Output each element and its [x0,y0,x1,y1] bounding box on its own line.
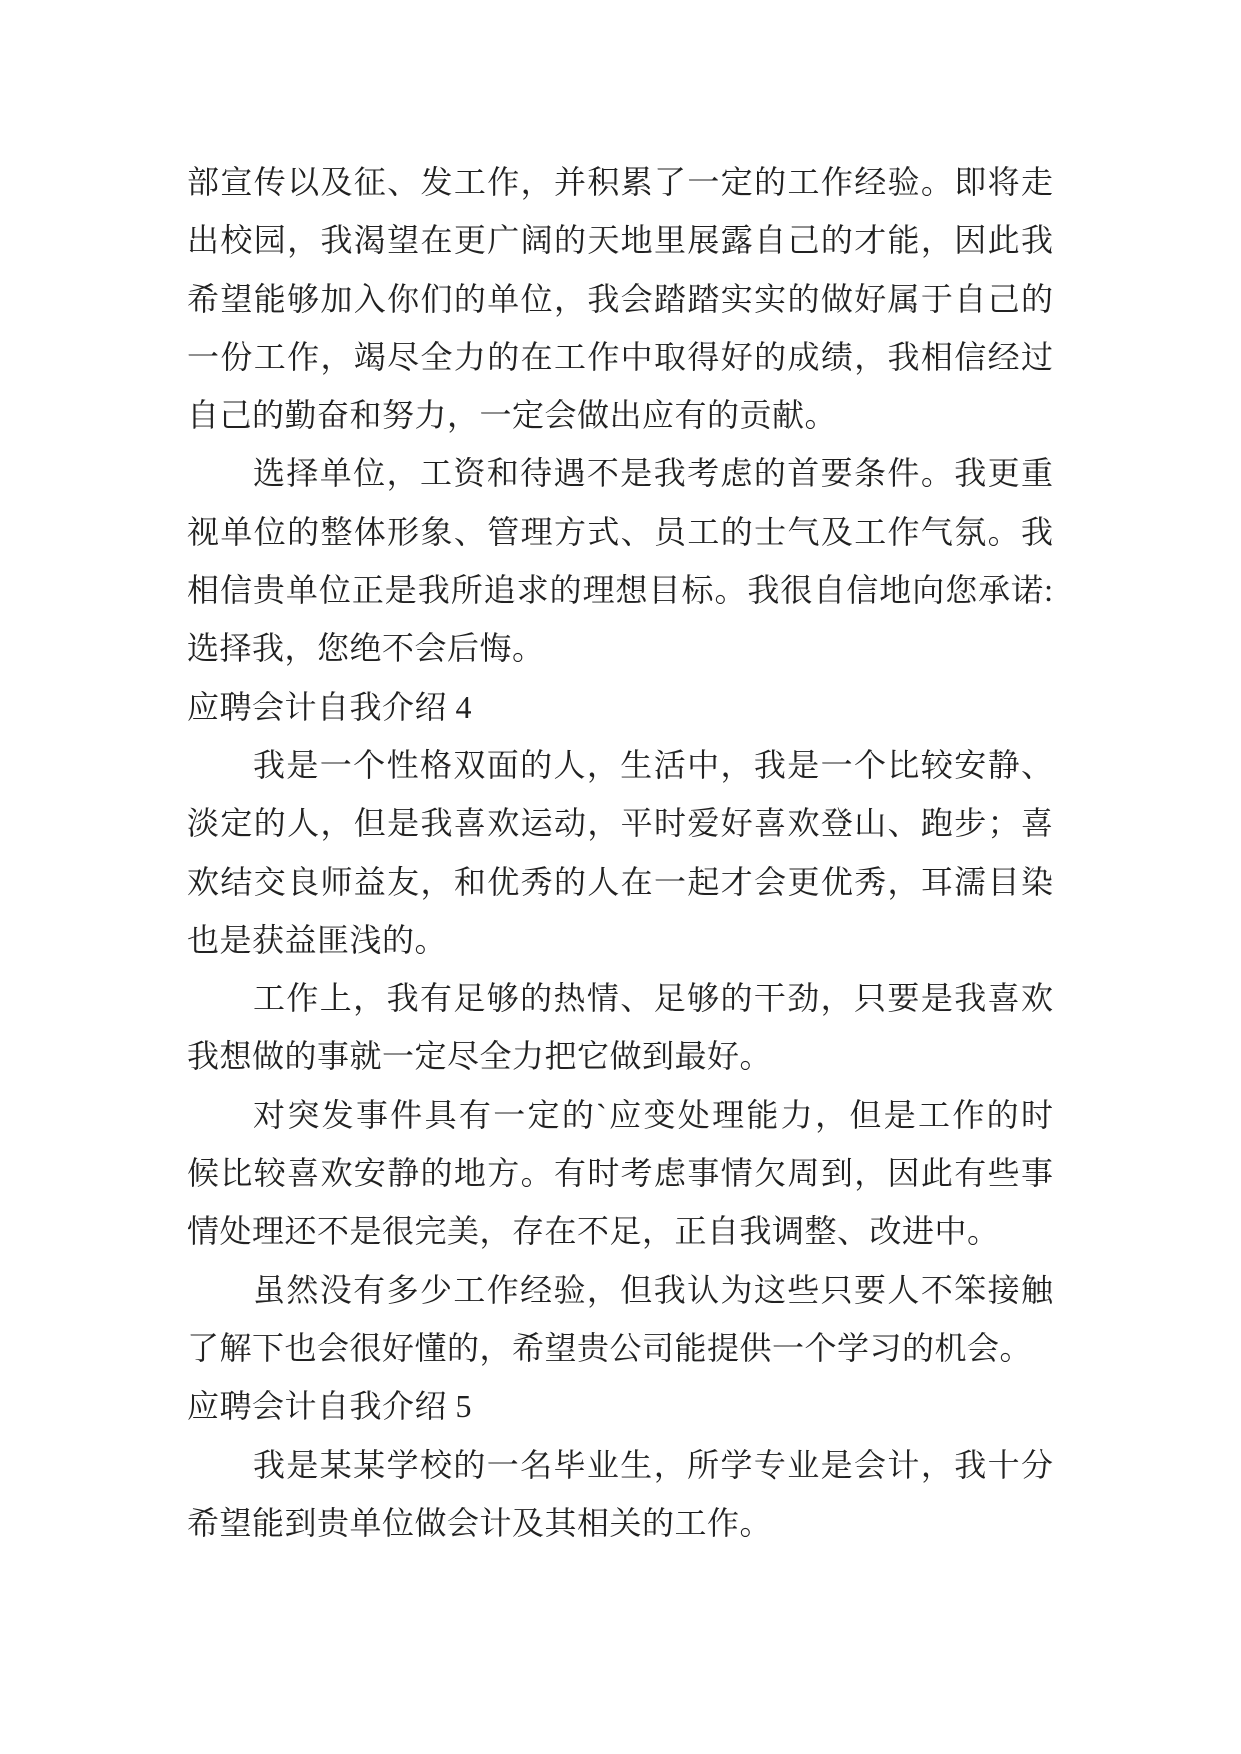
text-line: 我是一个性格双面的人，生活中，我是一个比较安静、 [253,746,1053,783]
text-line: 出校园，我渴望在更广阔的天地里展露自己的才能，因此我 [187,222,1053,259]
text-line: 我想做的事就一定尽全力把它做到最好。 [187,1038,773,1075]
text-line: 情处理还不是很完美，存在不足，正自我调整、改进中。 [187,1213,1000,1250]
text-line: 一份工作，竭尽全力的在工作中取得好的成绩，我相信经过 [187,338,1053,375]
text-line: 也是获益匪浅的。 [187,921,448,958]
text-line: 相信贵单位正是我所追求的理想目标。我很自信地向您承诺: [187,572,1053,609]
text-line: 对突发事件具有一定的`应变处理能力，但是工作的时 [253,1096,1053,1133]
text-line: 淡定的人，但是我喜欢运动，平时爱好喜欢登山、跑步；喜 [187,805,1053,842]
text-line: 视单位的整体形象、管理方式、员工的士气及工作气氛。我 [187,513,1053,550]
text-line: 我是某某学校的一名毕业生，所学专业是会计，我十分 [253,1446,1053,1483]
text-line: 部宣传以及征、发工作，并积累了一定的工作经验。即将走 [187,164,1053,200]
text-line: 选择我，您绝不会后悔。 [187,630,545,667]
text-line: 希望能到贵单位做会计及其相关的工作。 [187,1504,773,1541]
text-line: 欢结交良师益友，和优秀的人在一起才会更优秀，耳濡目染 [187,863,1053,900]
text-line: 了解下也会很好懂的，希望贵公司能提供一个学习的机会。 [187,1329,1033,1366]
text-line: 候比较喜欢安静的地方。有时考虑事情欠周到，因此有些事 [187,1155,1053,1192]
section-heading: 应聘会计自我介绍 5 [187,1388,473,1425]
text-line: 希望能够加入你们的单位，我会踏踏实实的做好属于自己的 [187,280,1053,317]
document-text-body [187,153,1053,1552]
text-line: 虽然没有多少工作经验，但我认为这些只要人不笨接触 [253,1271,1053,1308]
text-line: 选择单位，工资和待遇不是我考虑的首要条件。我更重 [253,455,1053,492]
text-line: 工作上，我有足够的热情、足够的干劲，只要是我喜欢 [253,980,1053,1017]
text-line: 自己的勤奋和努力，一定会做出应有的贡献。 [187,397,838,434]
section-heading: 应聘会计自我介绍 4 [187,688,473,725]
